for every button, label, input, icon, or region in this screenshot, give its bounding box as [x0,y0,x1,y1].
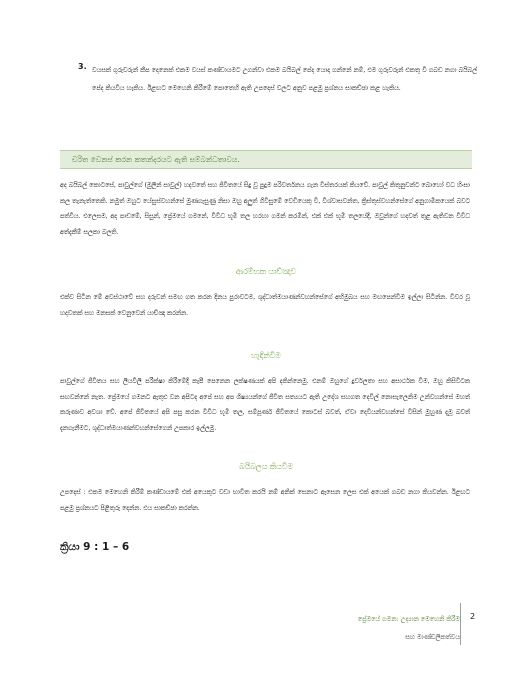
item-number: 3. [78,62,87,71]
page-number: 2 [470,612,476,621]
numbered-item-3 [78,62,478,97]
footer-title-line1: ප්‍රේමයේ ගමන: උද්‍යාන මෙහෙනි කිරීම [357,615,460,623]
item-text: වයසක් ගුරුවරුන් කීප දෙනෙක් එකම වයස් කණ්ඩායමට උගන්වා එකම බයිබල් පේද යොදා ගන්නේ නම්, එම ගුරුවරුන් එකතු වී ගබඩ නගා බයිබල් පේද කියවිය හැකිය. ඊළඟට මෙහෙනි කිරීමේ පොතෙහි ඇති උපදෙස් වලට අනුව පළමු ප්‍රශ්නය සාකච්ඡා කළ හැකිය. [92,66,478,92]
scripture-reference: ක්‍රියා 9 : 1 – 6 [60,541,130,553]
bible-reading-text: උපදෙස් : එකම මෙහෙනි කිරීම් කණ්ඩායමේ එක් අයෙකුට වඩා භාවිත කරයි නම් අනික් සෙනාට ඇසෙන ලෙස එක් අයෙක් ගබඩ නගා කියවන්න. ඊළඟට පළමු ප්‍රශ්නයට පිළිතුරු දෙන්න. එය සාකච්ඡා කරන්න. [60,489,470,512]
footer-divider [460,603,461,645]
section-band [60,150,472,169]
opening-prayer-text: එක්ව සිටින මේ අවස්ථාවේ සහ දරුවන් සමඟ ගත කරන දිනය පුරාවටම, ශුද්ධාත්මයාණන්වහන්සේගේ අභිමුඛය සහ මඟපෙන්වීම ඉල්ලා සිටින්න. විවර වූ හදවතක් සහ මනසක් වෙනුවෙන් යාච්ඤා කරන්න. [60,294,470,317]
introduction-text: පාවුල්ගේ ජීවිතය සහ ලියවිලි පරීක්ෂා කිරීමේදී කැපී පෙනෙන ලක්ෂණයක් අපි දකින්නෙමු. එනම් ඔහුගේ දුර්වලතා සහ අසාර්ථක වීම, ඔහු කිසිවිටක සඟවන්නේ නැත. ප්‍රේමයේ ගමනට ඇතුළු වන අපිටද අපේ සහ අප ශිෂ්‍යයන්ගේ ජීවිත සත්‍යයට ඇති උදේශ සහගත දෙවිල් නොසැලෙනිම උන්වහන්සේ මහත් කරුණාව අවශා වේ. අපේ ජීවිතයේ අපි පසු කරන විවිධ භූමි තල, සම්පූර්ණ ජීවිතයේ කොටස් බවත්, ඒවා දෙවියන්වහන්සේ විසින් මුහුණ දැමූ බවත් දැනගැනීමට, ශුද්ධාත්මයාණන්වහන්සේගෙන් උපකාර ඉල්ලමු. [60,378,470,432]
footer-title-line2: සහ මාණ්ඩලිකත්වය [405,633,460,641]
intro-paragraph: අද බයිබල් කොටසේ, පාවුල්ගේ (මුලින් සාවුල්) හදවතේ සහ ජිවිතයේ සිදු වූ පුදුම පරිවර්තනය ගැන විස්තරයක් කියවේ. පාවුල් කිතුනුවන්ට බොහෝ වධ හිංසා කල තැනැත්තෙකි. නමුත් ඔහුට යේසුස්වහන්සේ මුණගැසුණු නිසා ඔහු අලුත් ගිවිසුමේ වෙඩියෙකු වී, විශ්වාසවන්ත, ක්‍රිස්තුස්වහන්සේගේ අනුගාමිකයෙක් බවට පත්විය. එලෙසම, අද පාඩමේ, සිසුන්, ප්‍රේමයේ ගමනේ, විවිධ භූමි තල හරහා ගමන් කරමින්, එක් එක් භූමි තලයේදී, ඔවුන්ගේ හදවත් තුළ ඇතිවන විවිධ අත්දැකීම් සලකා බලති. [60,182,470,236]
section-band-title: චරිත වෙනස් කරන කතන්දරයට ඇති සම්බන්ධතාවය. [72,155,240,164]
opening-prayer-heading: ආරම්භක යාච්ඤාව [235,267,297,276]
introduction-heading: හැඳින්වීම [251,351,281,360]
bible-reading-heading: බයිබලය කියවීම [239,462,293,471]
